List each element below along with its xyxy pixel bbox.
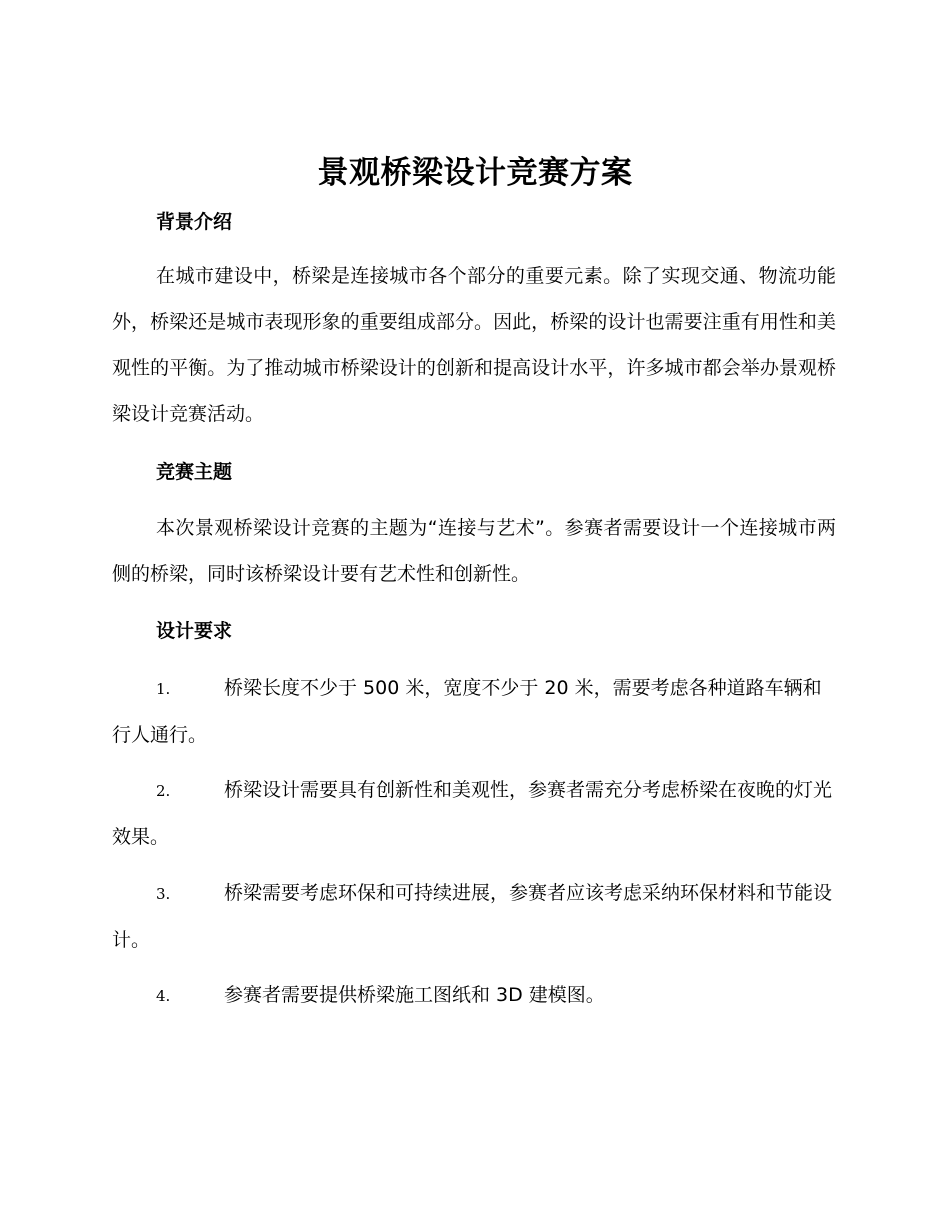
list-item-text: 桥梁需要考虑环保和可持续进展，参赛者应该考虑采纳环保材料和节能设计。 xyxy=(112,882,833,951)
list-item xyxy=(112,870,836,963)
section-paragraph-background: 在城市建设中，桥梁是连接城市各个部分的重要元素。除了实现交通、物流功能外，桥梁还是城市表现形象的重要组成部分。因此，桥梁的设计也需要注重有用性和美观性的平衡。为了推动城市桥梁设计的创新和提高设计水平，许多城市都会举办景观桥梁设计竞赛活动。 xyxy=(112,265,836,425)
list-item xyxy=(112,972,836,1019)
list-item-number: 1. xyxy=(156,680,171,698)
list-item-number: 2. xyxy=(156,782,171,800)
list-item-text: 参赛者需要提供桥梁施工图纸和 3D 建模图。 xyxy=(224,984,605,1006)
document-title: 景观桥梁设计竞赛方案 xyxy=(317,155,633,191)
section-paragraph-theme: 本次景观桥梁设计竞赛的主题为“连接与艺术”。参赛者需要设计一个连接城市两侧的桥梁，同时该桥梁设计要有艺术性和创新性。 xyxy=(112,517,836,585)
list-item-number: 3. xyxy=(156,885,171,903)
list-item-text: 桥梁设计需要具有创新性和美观性，参赛者需充分考虑桥梁在夜晚的灯光效果。 xyxy=(112,779,833,848)
section-heading-theme: 竞赛主题 xyxy=(156,461,233,483)
list-item-text: 桥梁长度不少于 500 米，宽度不少于 20 米，需要考虑各种道路车辆和行人通行。 xyxy=(112,677,822,746)
list-item xyxy=(112,665,836,758)
section-heading-background: 背景介绍 xyxy=(156,211,233,233)
section-heading-requirements: 设计要求 xyxy=(156,620,233,642)
list-item-number: 4. xyxy=(156,987,171,1005)
list-item xyxy=(112,767,836,860)
